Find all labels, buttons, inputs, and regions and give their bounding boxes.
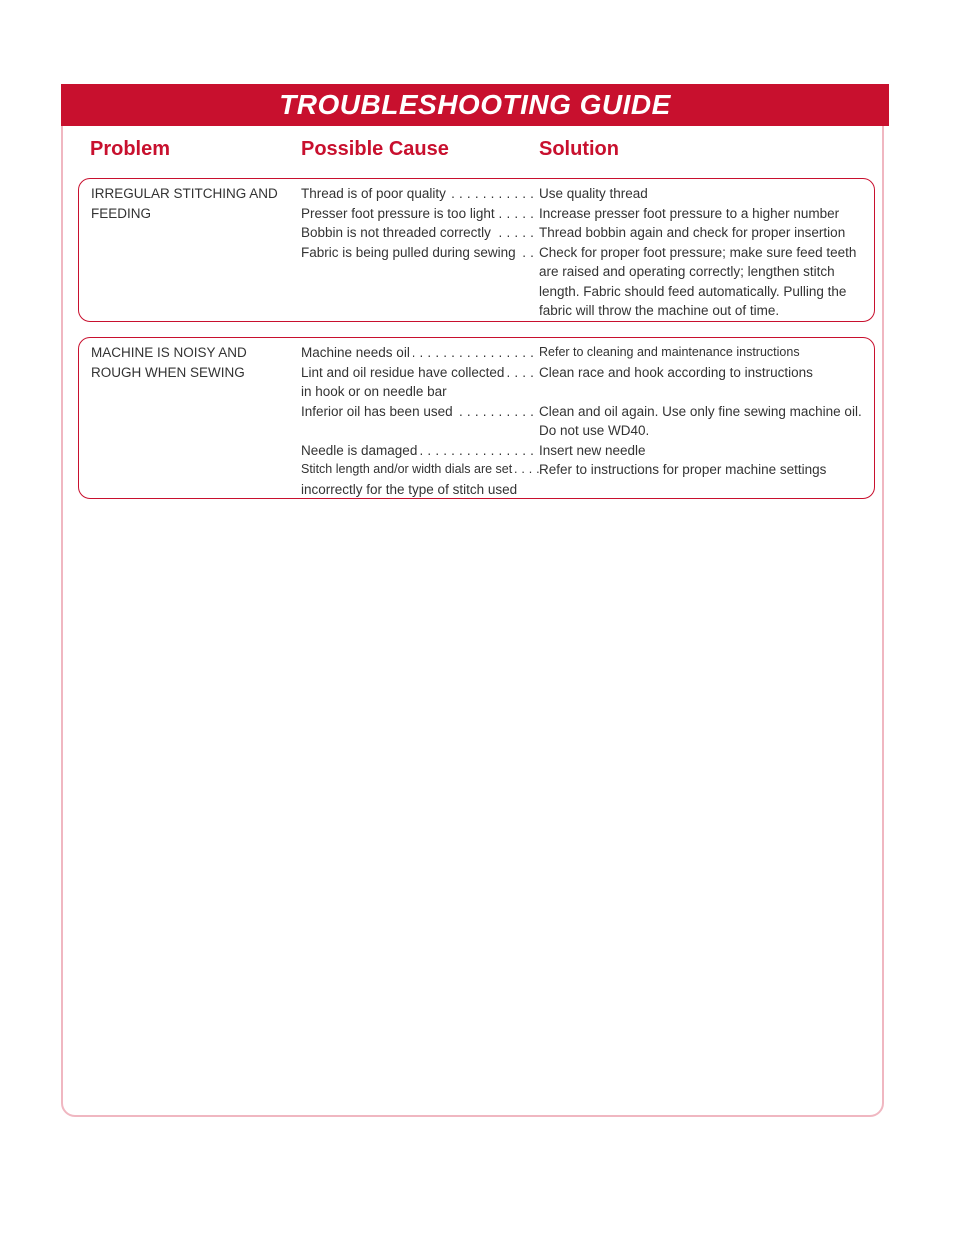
solution-text: Clean and oil again. Use only fine sewing machine oil. Do not use WD40. [539, 403, 862, 438]
title-banner [61, 84, 889, 126]
table-row [301, 460, 871, 499]
header-problem: Problem [90, 138, 171, 160]
solution-text: Clean race and hook according to instructions [539, 364, 813, 380]
table-row [301, 441, 871, 461]
solution-text: Check for proper foot pressure; make sure feed teeth are raised and operating correctly; lengthen stitch length. Fabric should feed automatically. Pulling the fabric will throw the machine out of time. [539, 244, 857, 318]
solution-text: Thread bobbin again and check for proper insertion [539, 225, 846, 240]
header-solution: Solution [539, 138, 619, 160]
cause-text: Stitch length and/or width dials are set [301, 462, 515, 476]
cause-text: Lint and oil residue have collected [301, 365, 507, 380]
cause-text-continued: in hook or on needle bar [301, 384, 447, 399]
solution-text: Refer to instructions for proper machine settings [539, 462, 827, 477]
problem-box-irregular-stitching [78, 178, 875, 322]
table-row [301, 243, 871, 321]
cause-text: Needle is damaged [301, 443, 420, 458]
table-row [301, 343, 871, 363]
cause-text: Fabric is being pulled during sewing [301, 245, 519, 260]
cause-text: Bobbin is not threaded correctly [301, 225, 494, 240]
cause-solution-list [301, 184, 871, 321]
table-row [301, 184, 871, 204]
cause-text-continued: incorrectly for the type of stitch used [301, 481, 518, 497]
problem-label: MACHINE IS NOISY AND ROUGH WHEN SEWING [91, 345, 247, 380]
cause-text: Thread is of poor quality [301, 186, 449, 201]
problem-label: IRREGULAR STITCHING AND FEEDING [91, 186, 278, 221]
table-row [301, 223, 871, 243]
cause-solution-list [301, 343, 871, 499]
table-row [301, 363, 871, 402]
problem-box-noisy-machine [78, 337, 875, 499]
cause-text: Inferior oil has been used [301, 404, 456, 419]
header-possible-cause: Possible Cause [301, 138, 449, 160]
cause-text: Presser foot pressure is too light [301, 206, 498, 221]
table-row [301, 204, 871, 224]
page-title: TROUBLESHOOTING GUIDE [279, 89, 671, 120]
solution-text: Use quality thread [539, 186, 648, 201]
solution-text: Insert new needle [539, 442, 646, 458]
table-row [301, 402, 871, 441]
cause-text: Machine needs oil [301, 345, 413, 360]
solution-text: Refer to cleaning and maintenance instructions [539, 345, 800, 359]
solution-text: Increase presser foot pressure to a higher number [539, 205, 840, 221]
